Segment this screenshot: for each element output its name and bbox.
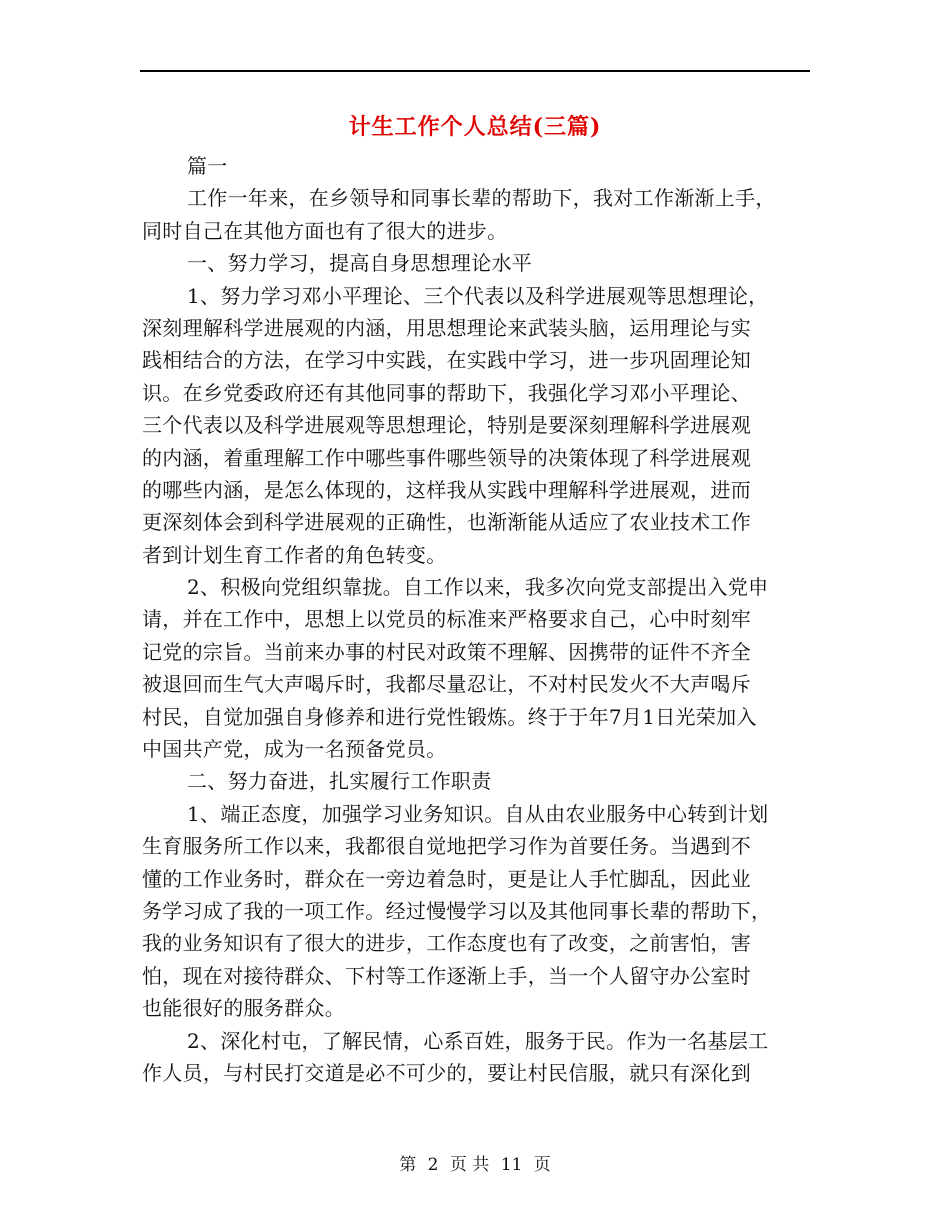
footer-prefix: 第 [399,1155,417,1175]
text-line: 2、深化村屯，了解民情，心系百姓，服务于民。作为一名基层工 [187,1028,769,1053]
page-footer [0,1153,950,1177]
document-title: 计生工作个人总结(三篇) [348,114,602,140]
text-line: 践相结合的方法，在学习中实践，在实践中学习，进一步巩固理论知 [142,348,751,373]
text-line: 识。在乡党委政府还有其他同事的帮助下，我强化学习邓小平理论、 [142,380,751,405]
text-line: 1、端正态度，加强学习业务知识。自从由农业服务中心转到计划 [187,801,769,826]
text-line: 中国共产党，成为一名预备党员。 [142,737,447,762]
text-line: 一、努力学习，提高自身思想理论水平 [187,251,533,276]
text-line: 我的业务知识有了很大的进步，工作态度也有了改变，之前害怕，害 [142,931,751,956]
text-line: 的哪些内涵，是怎么体现的，这样我从实践中理解科学进展观，进而 [142,477,751,502]
text-line: 生育服务所工作以来，我都很自觉地把学习作为首要任务。当遇到不 [142,834,751,859]
text-line: 怕，现在对接待群众、下村等工作逐渐上手，当一个人留守办公室时 [142,963,751,988]
footer-page-number: 2 [427,1155,439,1175]
text-line: 被退回而生气大声喝斥时，我都尽量忍让，不对村民发火不大声喝斥 [142,672,751,697]
text-line: 工作一年来，在乡领导和同事长辈的帮助下，我对工作渐渐上手， [187,186,776,211]
text-line: 同时自己在其他方面也有了很大的进步。 [142,218,508,243]
text-line: 村民，自觉加强自身修养和进行党性锻炼。终于于年7月1日光荣加入 [142,704,757,729]
text-line: 也能很好的服务群众。 [142,996,345,1021]
text-line: 的内涵，着重理解工作中哪些事件哪些领导的决策体现了科学进展观 [142,445,751,470]
text-line: 请，并在工作中，思想上以党员的标准来严格要求自己，心中时刻牢 [142,607,751,632]
text-line: 1、努力学习邓小平理论、三个代表以及科学进展观等思想理论， [187,283,769,308]
text-line: 记党的宗旨。当前来办事的村民对政策不理解、因携带的证件不齐全 [142,639,751,664]
text-line: 者到计划生育工作者的角色转变。 [142,542,447,567]
document-body [142,150,812,1089]
text-line: 2、积极向党组织靠拢。自工作以来，我多次向党支部提出入党申 [187,575,769,600]
text-line: 三个代表以及科学进展观等思想理论，特别是要深刻理解科学进展观 [142,413,751,438]
footer-middle: 页 共 [449,1155,490,1175]
text-line: 懂的工作业务时，群众在一旁边着急时，更是让人手忙脚乱，因此业 [142,866,751,891]
text-line: 篇一 [187,154,228,178]
footer-total-pages: 11 [500,1155,523,1175]
text-line: 作人员，与村民打交道是必不可少的，要让村民信服，就只有深化到 [142,1060,751,1085]
text-line: 务学习成了我的一项工作。经过慢慢学习以及其他同事长辈的帮助下， [142,898,772,923]
text-line: 深刻理解科学进展观的内涵，用思想理论来武装头脑，运用理论与实 [142,315,751,340]
footer-suffix: 页 [533,1155,551,1175]
text-line: 二、努力奋进，扎实履行工作职责 [187,769,492,794]
header-rule [140,70,810,72]
text-line: 更深刻体会到科学进展观的正确性，也渐渐能从适应了农业技术工作 [142,510,751,535]
